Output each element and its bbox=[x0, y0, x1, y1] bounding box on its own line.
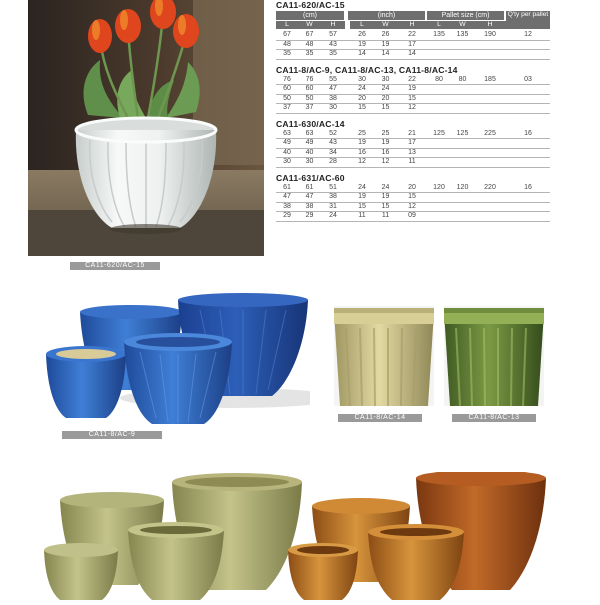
table-cell: 16 bbox=[524, 129, 532, 137]
table-row bbox=[276, 139, 550, 149]
table-cell: 61 bbox=[283, 183, 291, 191]
model-title: CA11-620/AC-15 bbox=[276, 0, 345, 10]
table-row bbox=[276, 130, 550, 140]
spec-block bbox=[276, 173, 550, 222]
table-row bbox=[276, 76, 550, 86]
table-cell bbox=[451, 50, 474, 59]
table-cell: 14 bbox=[358, 50, 366, 57]
table-cell: 31 bbox=[329, 202, 337, 210]
table-cell: 16 bbox=[524, 183, 532, 191]
blue-pots-caption: CA11-8/AC-9 bbox=[62, 431, 162, 439]
table-cell bbox=[451, 41, 474, 50]
pallet-size-header: Pallet size (cm) bbox=[427, 11, 504, 20]
table-cell: 125 bbox=[456, 129, 469, 137]
table-cell: 30 bbox=[381, 75, 390, 83]
table-cell bbox=[474, 203, 506, 212]
blue-pots-photo bbox=[40, 290, 310, 430]
sub-label-w-inch: W bbox=[374, 21, 397, 29]
table-cell: 38 bbox=[283, 202, 291, 210]
table-cell: 135 bbox=[433, 31, 445, 38]
table-cell: 38 bbox=[329, 94, 337, 102]
sub-label-l-inch: L bbox=[350, 21, 374, 29]
table-cell: 40 bbox=[283, 148, 291, 156]
table-cell bbox=[506, 85, 550, 94]
table-row bbox=[276, 50, 550, 60]
celadon-pots-image bbox=[40, 470, 310, 600]
table-cell: 16 bbox=[381, 148, 390, 156]
table-cell: 12 bbox=[408, 202, 416, 210]
table-cell: 15 bbox=[381, 104, 390, 111]
amber-pots-photo bbox=[286, 472, 550, 600]
table-cell: 190 bbox=[484, 31, 496, 38]
table-cell: 19 bbox=[408, 85, 416, 92]
table-cell: 22 bbox=[408, 75, 416, 83]
table-cell bbox=[451, 104, 474, 113]
table-cell: 76 bbox=[283, 75, 291, 83]
table-row bbox=[276, 149, 550, 159]
table-cell: 12 bbox=[408, 104, 416, 111]
table-cell bbox=[451, 203, 474, 212]
table-cell bbox=[506, 50, 550, 59]
table-cell: 24 bbox=[381, 183, 390, 191]
table-cell: 55 bbox=[329, 75, 337, 83]
table-cell bbox=[474, 85, 506, 94]
table-cell: 16 bbox=[358, 148, 366, 156]
spec-block bbox=[276, 31, 550, 60]
table-cell: 11 bbox=[358, 212, 366, 219]
table-cell: 22 bbox=[408, 31, 416, 38]
table-cell bbox=[451, 212, 474, 221]
white-pot-tulips-image bbox=[28, 0, 264, 256]
table-cell: 63 bbox=[305, 129, 314, 137]
table-cell: 35 bbox=[283, 50, 291, 57]
table-cell: 220 bbox=[484, 183, 496, 191]
qty-per-pallet-header: Q'ty per pallet bbox=[506, 11, 550, 29]
green-pot-caption: CA11-8/AC-13 bbox=[452, 414, 536, 422]
table-row bbox=[276, 41, 550, 51]
table-cell: 35 bbox=[305, 50, 314, 57]
table-cell bbox=[506, 41, 550, 50]
table-cell bbox=[474, 212, 506, 221]
table-cell: 120 bbox=[433, 183, 445, 191]
table-cell: 26 bbox=[358, 31, 366, 38]
table-cell: 14 bbox=[408, 50, 416, 57]
table-cell: 67 bbox=[305, 31, 314, 38]
table-cell: 20 bbox=[381, 94, 390, 102]
sub-label-l-pallet: L bbox=[427, 21, 451, 29]
table-cell bbox=[451, 85, 474, 94]
table-cell: 20 bbox=[358, 94, 366, 102]
cream-pot-image bbox=[334, 306, 434, 406]
table-cell bbox=[451, 149, 474, 158]
sub-label-h-inch: H bbox=[397, 21, 427, 29]
table-cell: 43 bbox=[329, 40, 337, 48]
table-cell: 57 bbox=[329, 31, 337, 38]
table-cell bbox=[474, 104, 506, 113]
table-cell bbox=[427, 193, 451, 202]
table-cell: 51 bbox=[329, 183, 337, 191]
table-cell: 30 bbox=[329, 104, 337, 111]
table-cell bbox=[506, 149, 550, 158]
table-cell: 15 bbox=[358, 104, 366, 111]
table-cell bbox=[506, 193, 550, 202]
table-row bbox=[276, 104, 550, 114]
table-cell: 37 bbox=[283, 104, 291, 111]
table-cell: 15 bbox=[408, 193, 416, 200]
table-cell: 19 bbox=[381, 40, 390, 48]
table-cell: 80 bbox=[458, 75, 467, 83]
table-cell: 30 bbox=[283, 158, 291, 165]
table-cell bbox=[506, 104, 550, 113]
table-cell bbox=[451, 139, 474, 148]
table-cell bbox=[506, 95, 550, 104]
sub-label-w-pallet: W bbox=[451, 21, 474, 29]
sub-label-l-cm: L bbox=[276, 21, 298, 29]
group-header-row bbox=[276, 11, 550, 20]
table-cell bbox=[451, 158, 474, 167]
table-row bbox=[276, 85, 550, 95]
table-cell: 225 bbox=[484, 129, 496, 137]
spec-table bbox=[276, 0, 550, 227]
table-cell: 30 bbox=[358, 75, 366, 83]
table-cell bbox=[427, 50, 451, 59]
table-cell: 49 bbox=[283, 139, 291, 146]
table-cell: 26 bbox=[381, 31, 390, 38]
green-pot-photo bbox=[444, 306, 544, 406]
table-cell: 19 bbox=[358, 139, 366, 146]
model-title: CA11-630/AC-14 bbox=[276, 118, 345, 129]
table-cell: 24 bbox=[381, 85, 390, 92]
table-cell: 49 bbox=[305, 139, 314, 146]
model-title: CA11-631/AC-60 bbox=[276, 172, 345, 183]
table-cell: 30 bbox=[305, 158, 314, 165]
table-cell bbox=[474, 193, 506, 202]
table-cell: 63 bbox=[283, 129, 291, 137]
table-cell bbox=[427, 203, 451, 212]
table-row bbox=[276, 212, 550, 222]
table-cell: 15 bbox=[381, 202, 390, 210]
table-cell: 15 bbox=[408, 94, 416, 102]
table-cell bbox=[506, 158, 550, 167]
table-cell: 20 bbox=[408, 183, 416, 191]
spec-block bbox=[276, 119, 550, 168]
table-cell: 37 bbox=[305, 104, 314, 111]
table-cell: 80 bbox=[435, 75, 443, 83]
table-cell bbox=[451, 95, 474, 104]
table-cell bbox=[451, 193, 474, 202]
table-cell: 09 bbox=[408, 212, 416, 219]
table-cell: 29 bbox=[305, 212, 314, 219]
table-row bbox=[276, 31, 550, 41]
table-cell: 60 bbox=[305, 85, 314, 92]
table-cell: 35 bbox=[329, 50, 337, 57]
cm-header: (cm) bbox=[276, 11, 344, 20]
table-cell: 17 bbox=[408, 40, 416, 48]
amber-pots-image bbox=[286, 472, 550, 600]
table-cell bbox=[427, 104, 451, 113]
table-cell: 34 bbox=[329, 148, 337, 156]
table-cell: 60 bbox=[283, 85, 291, 92]
table-cell: 29 bbox=[283, 212, 291, 219]
table-cell: 48 bbox=[283, 40, 291, 48]
table-cell bbox=[427, 41, 451, 50]
table-cell: 52 bbox=[329, 129, 337, 137]
table-cell: 40 bbox=[305, 148, 314, 156]
table-cell: 67 bbox=[283, 31, 291, 38]
table-cell: 19 bbox=[358, 40, 366, 48]
table-cell bbox=[427, 149, 451, 158]
table-cell: 135 bbox=[456, 31, 469, 38]
table-cell bbox=[474, 158, 506, 167]
table-cell: 15 bbox=[358, 202, 366, 210]
table-cell: 24 bbox=[358, 183, 366, 191]
table-cell: 47 bbox=[283, 193, 291, 200]
table-cell: 38 bbox=[305, 202, 314, 210]
table-cell bbox=[474, 50, 506, 59]
table-cell: 11 bbox=[408, 158, 416, 165]
table-cell: 76 bbox=[305, 75, 314, 83]
table-cell bbox=[506, 139, 550, 148]
table-cell: 47 bbox=[329, 85, 337, 92]
table-cell: 50 bbox=[305, 94, 314, 102]
hero-photo bbox=[28, 0, 264, 256]
sub-label-h-pallet: H bbox=[474, 21, 506, 29]
table-cell: 25 bbox=[358, 129, 366, 137]
table-cell: 19 bbox=[358, 193, 366, 200]
table-cell bbox=[474, 95, 506, 104]
table-cell: 24 bbox=[329, 212, 337, 219]
table-cell bbox=[506, 203, 550, 212]
sub-label-h-cm: H bbox=[321, 21, 345, 29]
hero-caption: CA11-620/AC-15 bbox=[70, 262, 160, 270]
table-cell bbox=[474, 41, 506, 50]
model-title: CA11-8/AC-9, CA11-8/AC-13, CA11-8/AC-14 bbox=[276, 64, 458, 75]
table-cell: 50 bbox=[283, 94, 291, 102]
table-cell: 12 bbox=[381, 158, 390, 165]
table-cell bbox=[427, 139, 451, 148]
table-cell: 48 bbox=[305, 40, 314, 48]
table-cell: 43 bbox=[329, 139, 337, 146]
green-pot-image bbox=[444, 306, 544, 406]
table-cell bbox=[427, 158, 451, 167]
table-cell: 17 bbox=[408, 139, 416, 146]
table-row bbox=[276, 203, 550, 213]
table-cell: 19 bbox=[381, 193, 390, 200]
sub-label-w-cm: W bbox=[298, 21, 321, 29]
table-row bbox=[276, 95, 550, 105]
table-cell: 61 bbox=[305, 183, 314, 191]
table-cell: 47 bbox=[305, 193, 314, 200]
table-cell bbox=[427, 95, 451, 104]
table-cell: 21 bbox=[408, 129, 416, 137]
inch-header: (inch) bbox=[348, 11, 425, 20]
table-cell bbox=[474, 149, 506, 158]
celadon-pots-photo bbox=[40, 470, 310, 600]
table-cell: 185 bbox=[484, 75, 496, 83]
table-cell: 24 bbox=[358, 85, 366, 92]
table-row bbox=[276, 193, 550, 203]
table-cell bbox=[427, 212, 451, 221]
cream-pot-caption: CA11-8/AC-14 bbox=[338, 414, 422, 422]
table-cell: 19 bbox=[381, 139, 390, 146]
table-cell: 125 bbox=[433, 129, 445, 137]
table-cell bbox=[506, 212, 550, 221]
table-cell: 13 bbox=[408, 148, 416, 156]
table-cell: 14 bbox=[381, 50, 390, 57]
spec-block bbox=[276, 65, 550, 114]
table-cell: 120 bbox=[456, 183, 469, 191]
blue-pots-image bbox=[40, 290, 310, 430]
table-cell: 12 bbox=[524, 31, 532, 38]
table-row bbox=[276, 158, 550, 168]
table-cell: 03 bbox=[524, 75, 532, 83]
table-cell: 28 bbox=[329, 158, 337, 165]
cream-pot-photo bbox=[334, 306, 434, 406]
table-cell: 12 bbox=[358, 158, 366, 165]
table-cell: 38 bbox=[329, 193, 337, 200]
table-cell: 11 bbox=[381, 212, 390, 219]
table-row bbox=[276, 184, 550, 194]
table-cell bbox=[427, 85, 451, 94]
table-cell: 25 bbox=[381, 129, 390, 137]
table-cell bbox=[474, 139, 506, 148]
